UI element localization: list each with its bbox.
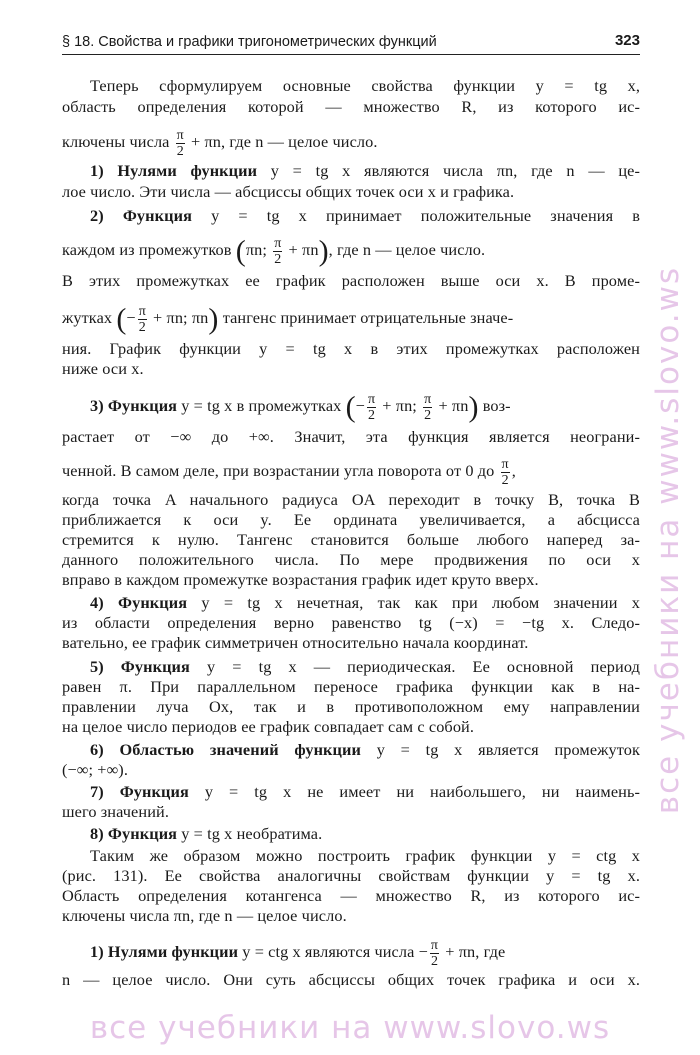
text-line: (рис. 131). Ее свойства аналогичны свойствам функции y = tg x.	[62, 866, 640, 885]
text-line: 7) Функция y = tg x не имеет ни наибольшего, ни наимень-	[90, 782, 641, 801]
fraction: $\frac{\pi}{2}$	[430, 938, 439, 969]
text-line: 4) Функция y = tg x нечетная, так как при любом значении x	[90, 593, 641, 612]
running-header	[62, 32, 640, 55]
text-line: каждом из промежутков (πn; $\frac{\pi}{2}$ + πn), где n — целое число.	[62, 234, 486, 268]
text-line: (−∞; +∞).	[62, 760, 128, 779]
text-line: ключены числа πn, где n — целое число.	[62, 906, 347, 925]
text-line: вправо в каждом промежутке возрастания график идет круто вверх.	[62, 570, 539, 589]
text-line: Теперь сформулируем основные свойства функции y = tg x,	[90, 76, 640, 95]
page-number: 323	[614, 32, 640, 49]
text-line: 8) Функция y = tg x необратима.	[90, 824, 323, 843]
text-line: область определения которой — множество R, из которого ис-	[62, 97, 640, 116]
fraction: $\frac{\pi}{2}$	[367, 392, 376, 423]
section-title: § 18. Свойства и графики тригонометрических функций	[62, 34, 437, 50]
fraction: $\frac{\pi}{2}$	[501, 457, 509, 488]
fraction: $\frac{\pi}{2}$	[274, 236, 282, 267]
text-line: равен π. При параллельном переносе графика функции как в на-	[62, 677, 640, 696]
text-line: ниже оси x.	[62, 359, 144, 378]
text-line: когда точка A начального радиуса OA переходит в точку B, точка B	[62, 490, 640, 509]
text-line: растает от −∞ до +∞. Значит, эта функция является неограни-	[62, 427, 640, 446]
text-line: лое число. Эти числа — абсциссы общих точек оси x и графика.	[62, 182, 515, 201]
text-line: n — целое число. Они суть абсциссы общих точек графика и оси x.	[62, 970, 640, 989]
fraction: $\frac{\pi}{2}$	[424, 392, 432, 423]
text-line: данного положительного числа. По мере продвижения по оси x	[62, 550, 640, 569]
text-line: ченной. В самом деле, при возрастании угла поворота от 0 до $\frac{\pi}{2}$ ,	[62, 457, 516, 488]
text-line: шего значений.	[62, 802, 169, 821]
fraction: $\frac{\pi}{2}$	[138, 304, 146, 335]
text-line: на целое число периодов ее график совпадает сам с собой.	[62, 717, 475, 736]
text-line: 1) Нулями функции y = ctg x являются числа − $\frac{\pi}{2}$ + πn, где	[90, 938, 506, 969]
text-line: из области определения верно равенство tg (−x) = −tg x. Следо-	[62, 613, 640, 632]
text-line: 1) Нулями функции y = tg x являются числа πn, где n — це-	[90, 161, 641, 180]
text-line: ния. График функции y = tg x в этих промежутках расположен	[62, 339, 640, 358]
text-line: 2) Функция y = tg x принимает положительные значения в	[90, 206, 641, 225]
text-line: 3) Функция y = tg x в промежутках (− $\frac{\pi}{2}$ + πn; $\frac{\pi}{2}$ + πn) воз-	[90, 390, 511, 424]
text-line: Таким же образом можно построить график функции y = ctg x	[90, 846, 640, 865]
text-line: В этих промежутках ее график расположен выше оси x. В проме-	[62, 271, 640, 290]
bottom-watermark: все учебники на www.slovo.ws	[89, 1010, 611, 1046]
text-line: стремится к нулю. Тангенс становится больше любого наперед за-	[62, 530, 640, 549]
text-line: 6) Областью значений функции y = tg x является промежуток	[90, 740, 640, 759]
text-line: приближается к оси y. Ее ордината увеличивается, а абсцисса	[62, 510, 640, 529]
text-line: ключены числа $\frac{\pi}{2}$ + πn, где n — целое число.	[62, 128, 378, 159]
text-line: жутках (− $\frac{\pi}{2}$ + πn; πn) тангенс принимает отрицательные значе-	[62, 302, 514, 336]
fraction: $\frac{\pi}{2}$	[176, 128, 184, 159]
text-line: 5) Функция y = tg x — периодическая. Ее основной период	[90, 657, 640, 676]
side-watermark: все учебники на www.slovo.ws	[650, 265, 686, 815]
text-line: Область определения котангенса — множество R, из которого ис-	[62, 886, 640, 905]
text-line: вательно, ее график симметричен относительно начала координат.	[62, 633, 529, 652]
text-line: правлении луча Ox, так и в противоположном ему направлении	[62, 697, 640, 716]
